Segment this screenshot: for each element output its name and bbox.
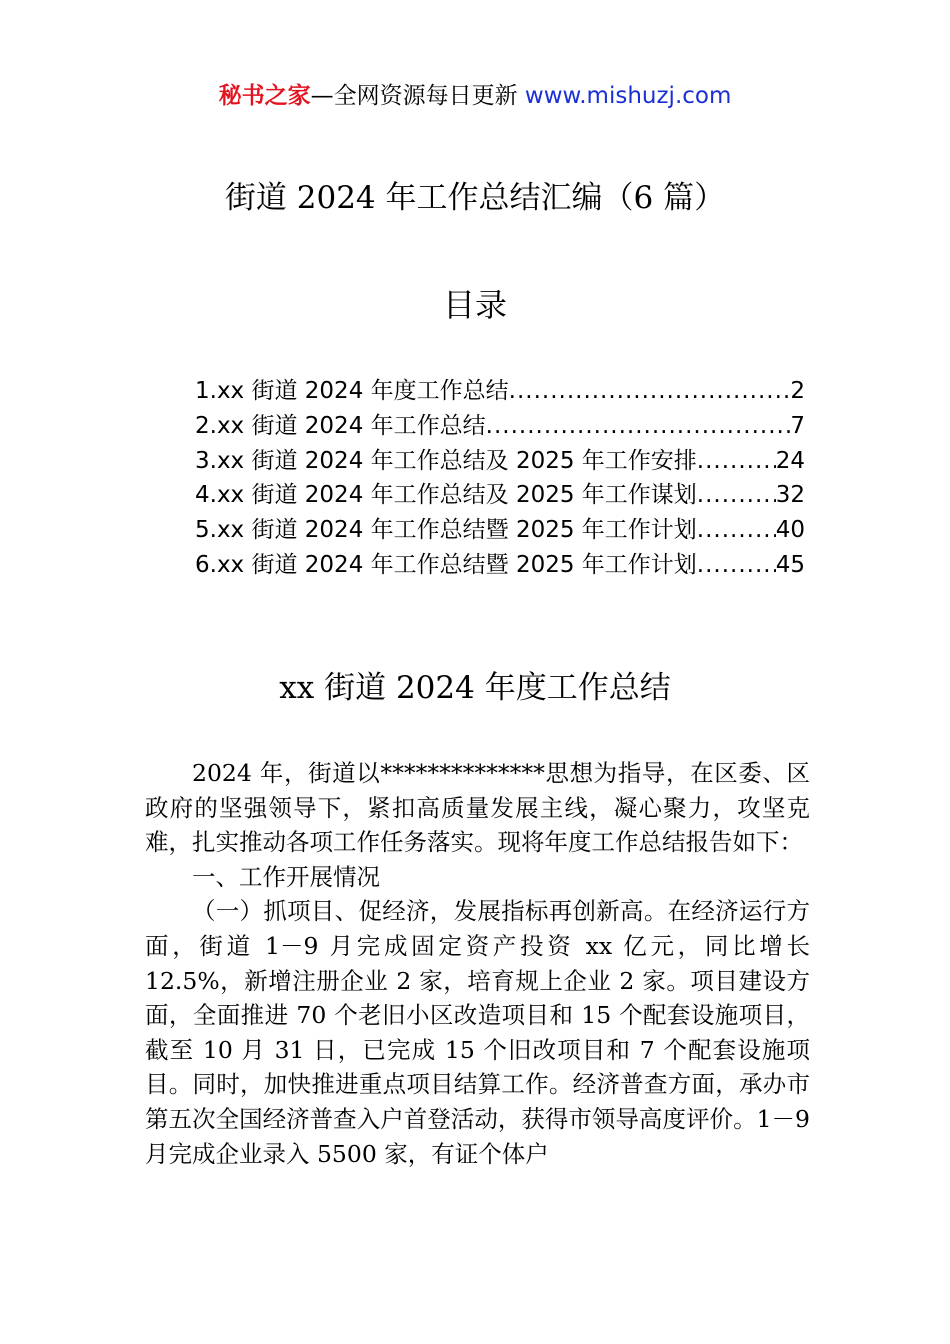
- site-brand: 秘书之家: [218, 83, 311, 109]
- toc-heading: 目录: [442, 286, 507, 324]
- body-paragraph: 2024 年，街道以**************思想为指导，在区委、区政府的坚强领导下，紧扣高质量发展主线，凝心聚力，攻坚克难，扎实推动各项工作任务落实。现将年度工作总结报告如下：: [145, 759, 810, 857]
- toc-leader-dots: [697, 478, 776, 513]
- body-subheading: 一、工作开展情况: [192, 862, 380, 891]
- toc-entry-page: 2: [790, 378, 805, 404]
- toc-leader-dots: [486, 409, 791, 444]
- section-title: xx 街道 2024 年度工作总结: [279, 670, 671, 706]
- toc-entry[interactable]: [195, 374, 805, 409]
- toc-entry-title: 2.xx 街道 2024 年工作总结: [195, 412, 486, 439]
- toc-entry-page: 45: [775, 551, 805, 578]
- toc-leader-dots: [697, 444, 776, 479]
- body-paragraph: （一）抓项目、促经济，发展指标再创新高。在经济运行方面，街道 1－9 月完成固定资产投资 xx 亿元，同比增长 12.5%，新增注册企业 2 家，培育规上企业 2 家。项目建设方面，全面推进 70 个老旧小区改造项目和 15 个配套设施项目，截至 10 月 31 日，已完成 15 个旧改项目和 7 个配套设施项目。同时，加快推进重点项目结算工作。经济普查方面，承办市第五次全国经济普查入户首登活动，获得市领导高度评价。1－9 月完成企业录入 5500 家，有证个体户: [145, 897, 810, 1168]
- toc-entry-title: 1.xx 街道 2024 年度工作总结: [195, 378, 509, 404]
- table-of-contents: [195, 374, 805, 583]
- toc-entry-title: 6.xx 街道 2024 年工作总结暨 2025 年工作计划: [195, 551, 697, 578]
- toc-entry[interactable]: [195, 478, 805, 513]
- toc-entry-page: 40: [775, 517, 805, 544]
- toc-entry-title: 5.xx 街道 2024 年工作总结暨 2025 年工作计划: [195, 517, 697, 544]
- toc-entry-title: 4.xx 街道 2024 年工作总结及 2025 年工作谋划: [195, 482, 697, 509]
- document-body: [145, 756, 810, 1171]
- toc-entry-page: 32: [775, 482, 805, 509]
- site-slogan: —全网资源每日更新: [310, 83, 525, 109]
- toc-entry-page: 7: [790, 412, 805, 439]
- site-url-link[interactable]: www.mishuzj.com: [524, 83, 732, 109]
- toc-entry[interactable]: [195, 513, 805, 548]
- toc-leader-dots: [697, 513, 776, 548]
- document-title: 街道 2024 年工作总结汇编（6 篇）: [224, 180, 726, 216]
- toc-entry[interactable]: [195, 409, 805, 444]
- toc-entry-page: 24: [775, 447, 805, 474]
- toc-entry[interactable]: [195, 548, 805, 583]
- site-header: [0, 80, 950, 112]
- toc-leader-dots: [697, 548, 776, 583]
- toc-entry-title: 3.xx 街道 2024 年工作总结及 2025 年工作安排: [195, 447, 697, 474]
- toc-entry[interactable]: [195, 444, 805, 479]
- toc-leader-dots: [509, 374, 791, 409]
